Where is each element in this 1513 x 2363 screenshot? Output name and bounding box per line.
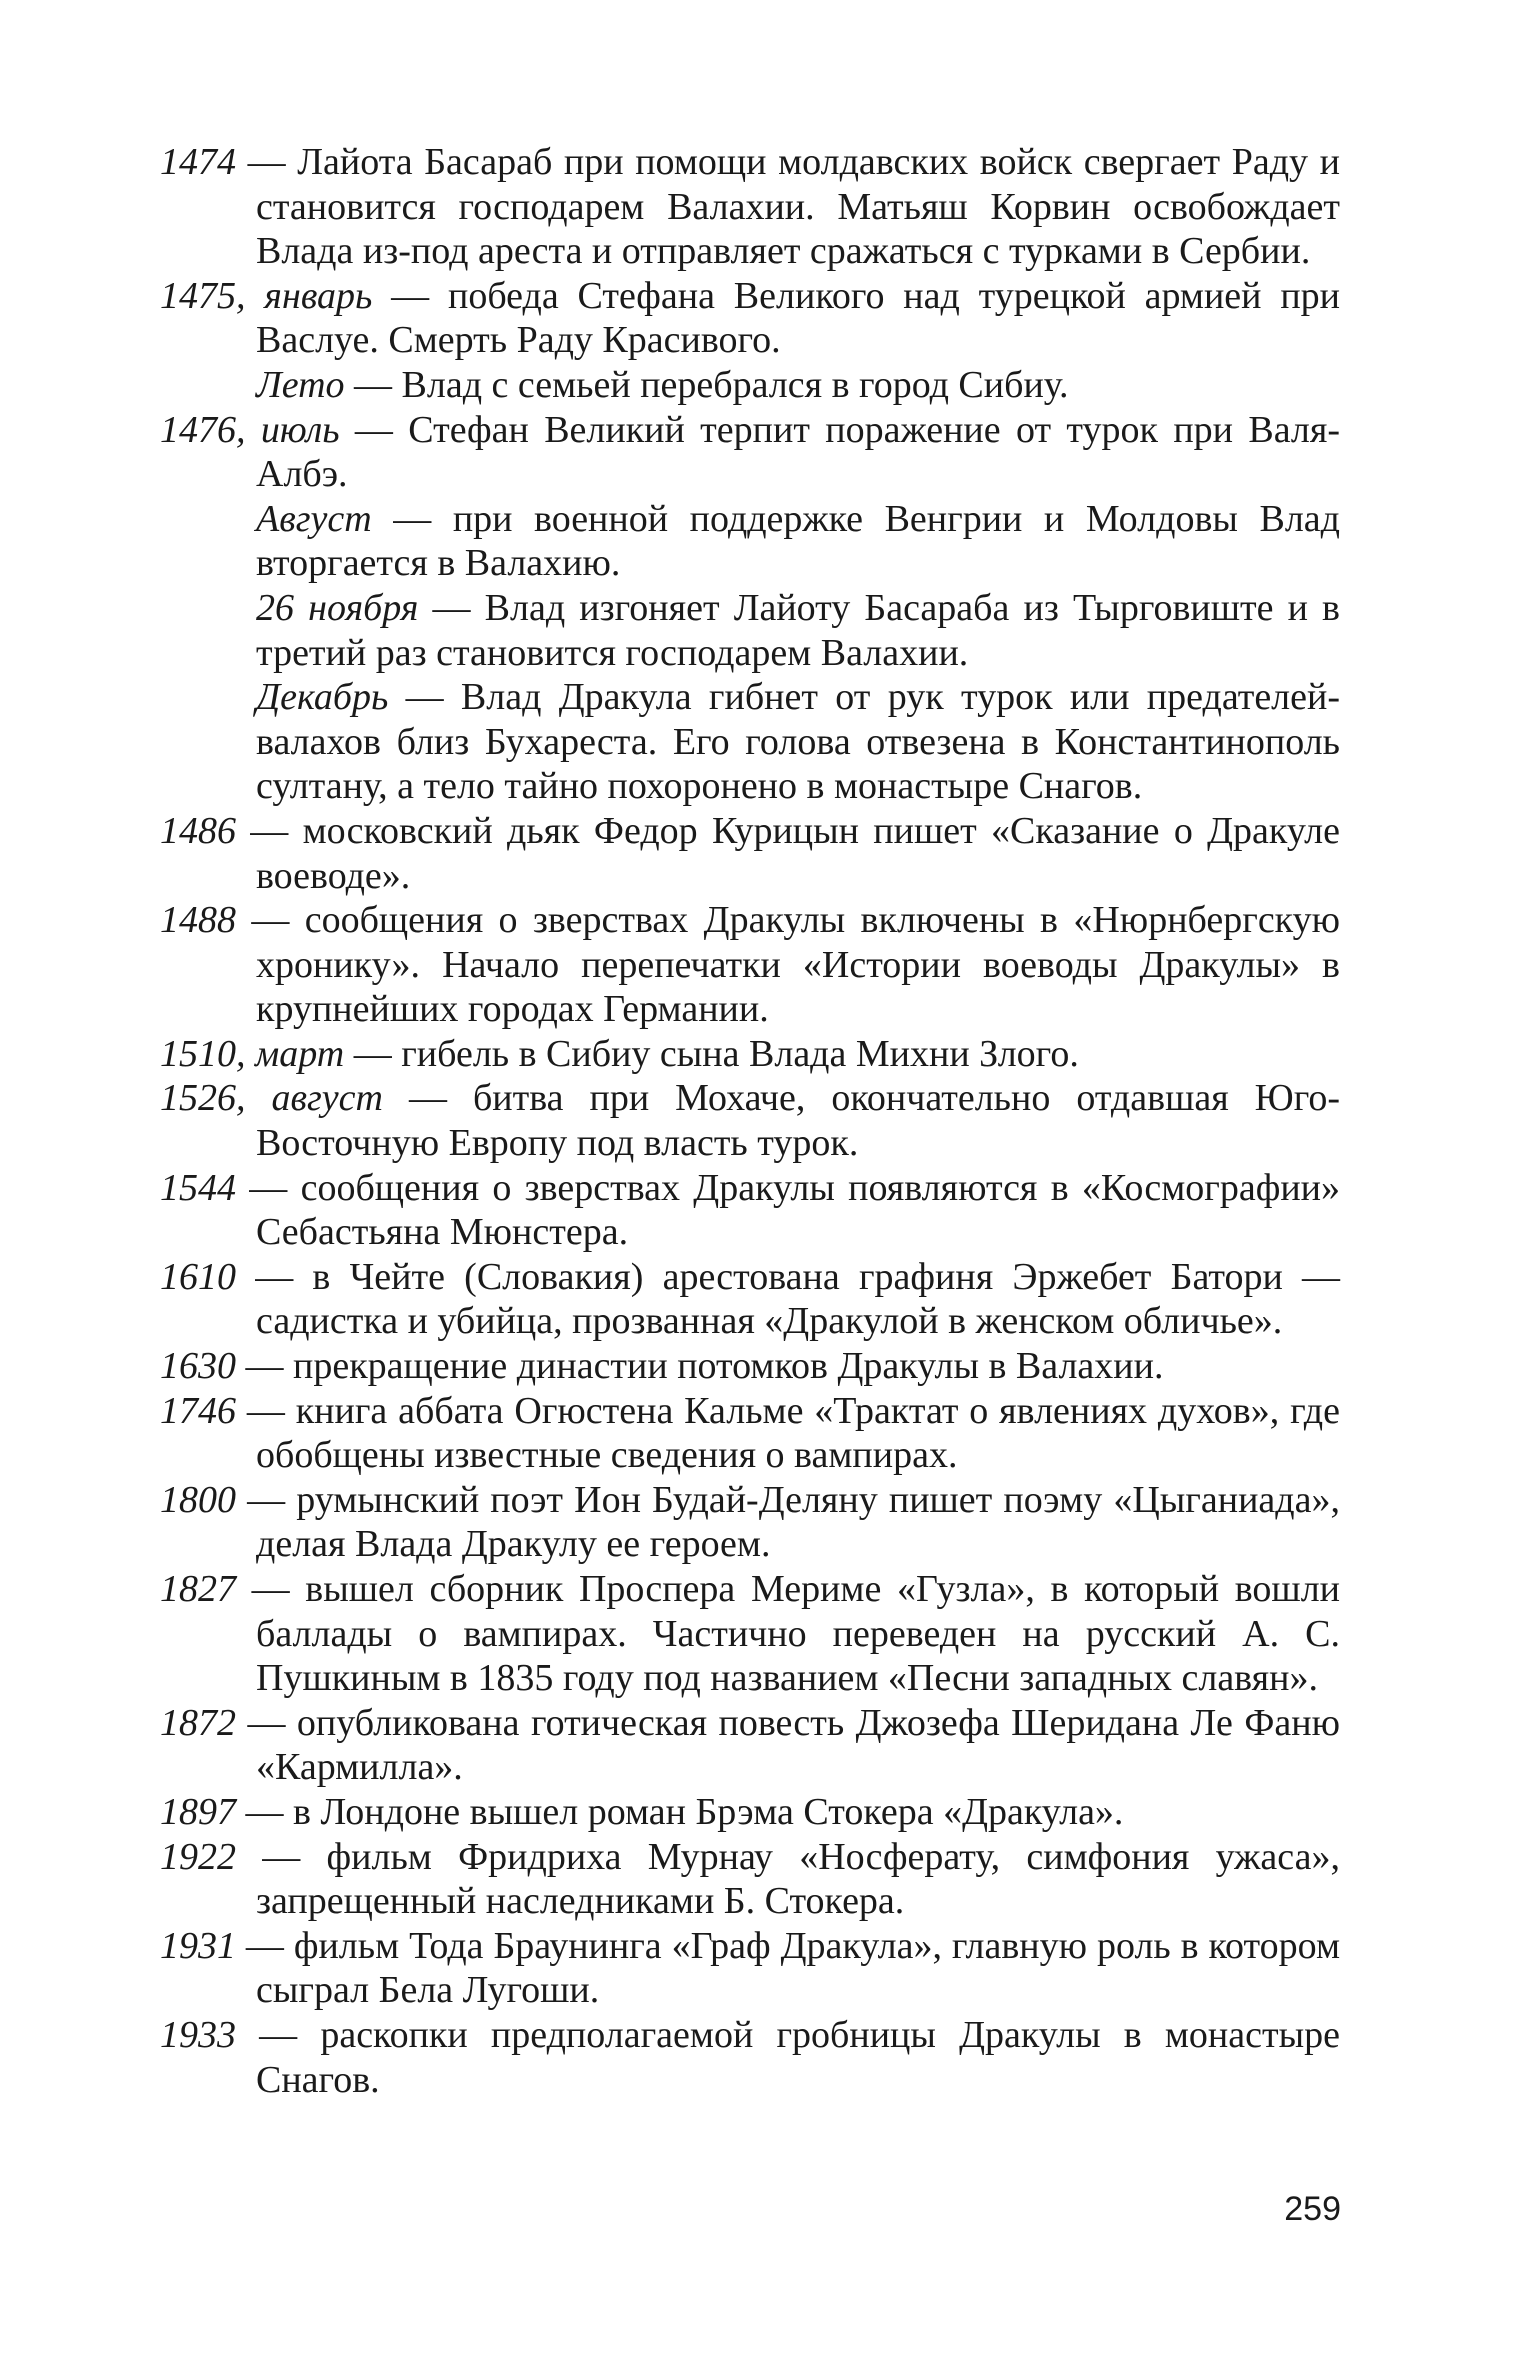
entry-text: — Влад изгоняет Лайоту Басараба из Тырговиште и в третий раз становится господарем Валахии. xyxy=(256,586,1340,674)
entry-date: 1897 xyxy=(160,1790,236,1833)
entry-date: 1510, март xyxy=(160,1032,345,1075)
entry-text: — Влад с семьей перебрался в город Сибиу. xyxy=(344,363,1069,406)
entry-text: — прекращение династии потомков Дракулы в Валахии. xyxy=(236,1345,1164,1388)
entry-date: 1800 xyxy=(160,1478,236,1521)
entry-text: — раскопки предполагаемой гробницы Дракулы в монастыре Снагов. xyxy=(236,2013,1340,2101)
entry-text: — в Чейте (Словакия) арестована графиня Эржебет Батори — садистка и убийца, прозванная «Дракулой в женском обличье». xyxy=(236,1255,1340,1343)
chronology-entry-1486 xyxy=(160,809,1340,898)
entry-date: 1931 xyxy=(160,1924,236,1967)
entry-text: — Стефан Великий терпит поражение от турок при Валя-Албэ. xyxy=(256,408,1340,496)
chronology-entry-1544 xyxy=(160,1166,1340,1255)
entry-date: 1933 xyxy=(160,2013,236,2056)
entry-text: — румынский поэт Ион Будай-Деляну пишет поэму «Цыганиада», делая Влада Дракулу ее героем. xyxy=(236,1478,1340,1566)
chronology-entry-1827 xyxy=(160,1567,1340,1701)
entry-text: — московский дьяк Федор Курицын пишет «Сказание о Дракуле воеводе». xyxy=(236,809,1340,897)
chronology-page xyxy=(160,140,1340,2102)
chronology-subentry-november-26 xyxy=(160,586,1340,675)
entry-text: — Лайота Басараб при помощи молдавских войск свергает Раду и становится господарем Валахии. Матьяш Корвин освобождает Влада из-под ареста и отправляет сражаться с турками в Сербии. xyxy=(236,141,1340,273)
entry-date: 1630 xyxy=(160,1345,236,1388)
entry-text: — при военной поддержке Венгрии и Молдовы Влад вторгается в Валахию. xyxy=(256,497,1340,585)
chronology-entry-1474 xyxy=(160,140,1340,274)
entry-text: — книга аббата Огюстена Кальме «Трактат о явлениях духов», где обобщены известные сведения о вампирах. xyxy=(236,1389,1340,1477)
chronology-entry-1931 xyxy=(160,1924,1340,2013)
entry-date: 1526, август xyxy=(160,1077,383,1120)
chronology-subentry-summer xyxy=(160,363,1340,408)
entry-text: — фильм Фридриха Мурнау «Носферату, симфония ужаса», запрещенный наследниками Б. Стокера. xyxy=(236,1835,1340,1923)
entry-text: — опубликована готическая повесть Джозефа Шеридана Ле Фаню «Кармилла». xyxy=(236,1701,1340,1789)
chronology-subentry-december xyxy=(160,675,1340,809)
chronology-entry-1630 xyxy=(160,1344,1340,1389)
entry-text: — битва при Мохаче, окончательно отдавшая Юго-Восточную Европу под власть турок. xyxy=(256,1077,1341,1165)
entry-date: 1474 xyxy=(160,141,236,183)
chronology-entry-1526-august xyxy=(160,1076,1340,1165)
entry-date: Август xyxy=(256,497,372,540)
entry-date: 1486 xyxy=(160,809,236,852)
entry-text: — в Лондоне вышел роман Брэма Стокера «Дракула». xyxy=(236,1790,1124,1833)
entry-date: 1544 xyxy=(160,1166,236,1209)
chronology-subentry-august xyxy=(160,497,1340,586)
chronology-entry-1933 xyxy=(160,2013,1340,2102)
entry-text: — сообщения о зверствах Дракулы появляются в «Космографии» Себастьяна Мюнстера. xyxy=(236,1166,1340,1254)
entry-text: — Влад Дракула гибнет от рук турок или предателей-валахов близ Бухареста. Его голова отвезена в Константинополь султану, а тело тайно похоронено в монастыре Снагов. xyxy=(256,676,1340,808)
entry-date: 1872 xyxy=(160,1701,236,1744)
entry-text: — гибель в Сибиу сына Влада Михни Злого. xyxy=(344,1032,1079,1075)
chronology-entry-1476-july xyxy=(160,408,1340,497)
chronology-entry-1475-january xyxy=(160,274,1340,363)
entry-date: 1922 xyxy=(160,1835,236,1878)
page-number: 259 xyxy=(1284,2190,1341,2228)
entry-date: 26 ноября xyxy=(256,586,419,629)
chronology-entry-1610 xyxy=(160,1255,1340,1344)
chronology-entry-1922 xyxy=(160,1835,1340,1924)
entry-date: 1476, июль xyxy=(160,408,340,451)
entry-date: 1746 xyxy=(160,1389,236,1432)
entry-date: 1827 xyxy=(160,1568,236,1610)
entry-date: 1610 xyxy=(160,1255,236,1298)
entry-text: — победа Стефана Великого над турецкой армией при Васлуе. Смерть Раду Красивого. xyxy=(256,274,1340,362)
chronology-entry-1510-march xyxy=(160,1032,1340,1077)
chronology-entry-1746 xyxy=(160,1389,1340,1478)
entry-date: Лето xyxy=(256,363,345,406)
entry-text: — фильм Тода Браунинга «Граф Дракула», главную роль в котором сыграл Бела Лугоши. xyxy=(236,1924,1340,2012)
entry-date: 1488 xyxy=(160,899,236,942)
chronology-entry-1897 xyxy=(160,1790,1340,1835)
chronology-entry-1872 xyxy=(160,1701,1340,1790)
entry-date: Декабрь xyxy=(256,676,389,719)
entry-text: — сообщения о зверствах Дракулы включены в «Нюрнбергскую хронику». Начало перепечатки «Истории воеводы Дракулы» в крупнейших городах Германии. xyxy=(236,899,1340,1031)
entry-text: — вышел сборник Проспера Мериме «Гузла», в который вошли баллады о вампирах. Частично переведен на русский А. С. Пушкиным в 1835 году под названием «Песни западных славян». xyxy=(236,1568,1340,1700)
chronology-entry-1800 xyxy=(160,1478,1340,1567)
entry-date: 1475, январь xyxy=(160,274,373,317)
chronology-entry-1488 xyxy=(160,898,1340,1032)
